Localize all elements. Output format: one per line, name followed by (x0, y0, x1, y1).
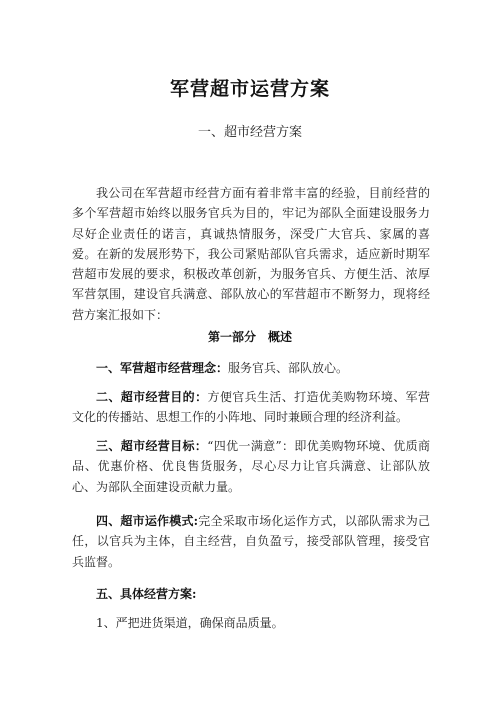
item-text: 1、严把进货渠道，确保商品质量。 (96, 616, 284, 630)
item-label: 五、具体经营方案: (96, 587, 197, 601)
item-business-goal (72, 436, 430, 497)
item-label: 一、军营超市经营理念： (96, 361, 229, 375)
item-sourcing-quality (72, 613, 430, 633)
item-text: 完全采取市场化运作方式，以部队需求为己任，以官兵为主体，自主经营，自负盈亏，接受部队管理，接受官兵监督。 (72, 514, 430, 569)
intro-paragraph: 我公司在军营超市经营方面有着非常丰富的经验，目前经营的多个军营超市始终以服务官兵为目的，牢记为部队全面建设服务力尽好企业责任的诺言，真诚热情服务，深受广大官兵、家属的喜爱。在新的发展形势下，我公司紧贴部队官兵需求，适应新时期军营超市发展的要求，积极改革创新，为服务官兵、方便生活、浓厚军营氛围，建设官兵满意、部队放心的军营超市不断努力，现将经营方案汇报如下： (72, 186, 430, 322)
item-business-philosophy (72, 358, 430, 378)
document-subtitle: 一、超市经营方案 (197, 125, 302, 140)
item-text: 方便官兵生活、打造优美购物环境、军营文化的传播站、思想工作的小阵地、同时兼顾合理的经济利益。 (72, 390, 430, 425)
item-label: 三、超市经营目标： (96, 439, 208, 453)
item-business-purpose (72, 387, 430, 428)
item-label: 四、超市运作模式: (96, 514, 199, 528)
section-heading: 第一部分 概述 (207, 330, 292, 344)
document-title: 军营超市运营方案 (169, 78, 330, 100)
item-label: 二、超市经营目的： (96, 390, 208, 404)
item-operation-mode (72, 511, 430, 572)
item-text: “四优一满意”：即优美购物环境、优质商品、优惠价格、优良售货服务，尽心尽力让官兵满意、让部队放心、为部队全面建设贡献力量。 (72, 439, 430, 494)
item-specific-plan (72, 584, 430, 604)
item-text: 服务官兵、部队放心。 (228, 361, 349, 375)
